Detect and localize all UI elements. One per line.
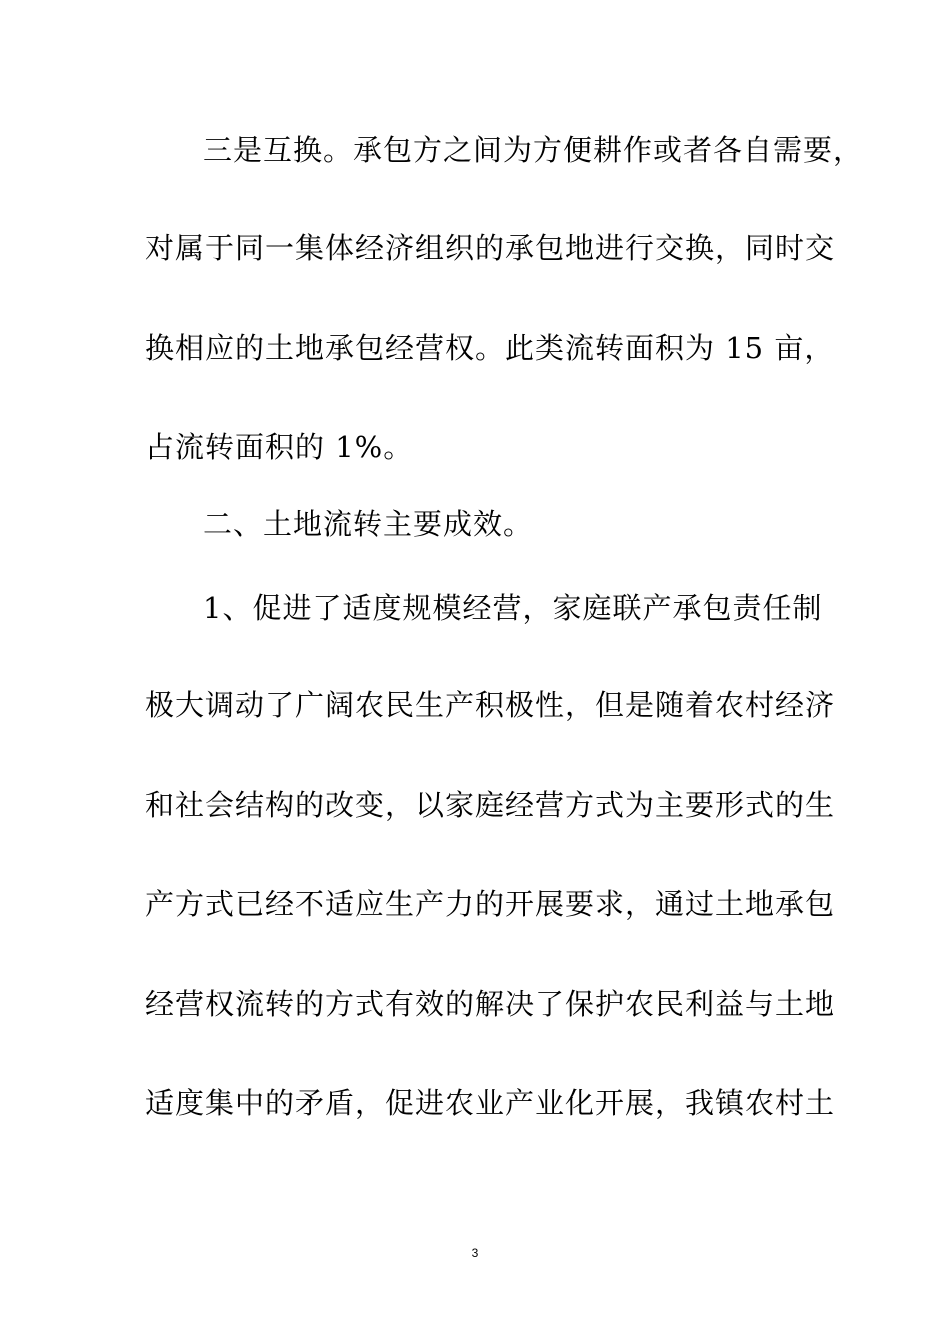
- paragraph-line: 适度集中的矛盾，促进农业产业化开展，我镇农村土: [145, 1086, 836, 1120]
- paragraph-line: 1、促进了适度规模经营，家庭联产承包责任制: [203, 591, 823, 625]
- page-number: 3: [471, 1246, 479, 1260]
- paragraph-line: 极大调动了广阔农民生产积极性，但是随着农村经济: [145, 688, 836, 722]
- paragraph-line: 对属于同一集体经济组织的承包地进行交换，同时交: [145, 231, 836, 265]
- paragraph-line: 经营权流转的方式有效的解决了保护农民利益与土地: [145, 987, 836, 1021]
- paragraph-line: 产方式已经不适应生产力的开展要求，通过土地承包: [145, 887, 836, 921]
- paragraph-line: 和社会结构的改变，以家庭经营方式为主要形式的生: [145, 788, 836, 822]
- paragraph-line: 三是互换。承包方之间为方便耕作或者各自需要，: [203, 133, 864, 167]
- paragraph-line: 换相应的土地承包经营权。此类流转面积为 15 亩，: [145, 331, 835, 365]
- section-heading: 二、土地流转主要成效。: [203, 507, 534, 541]
- paragraph-line: 占流转面积的 1%。: [145, 430, 414, 464]
